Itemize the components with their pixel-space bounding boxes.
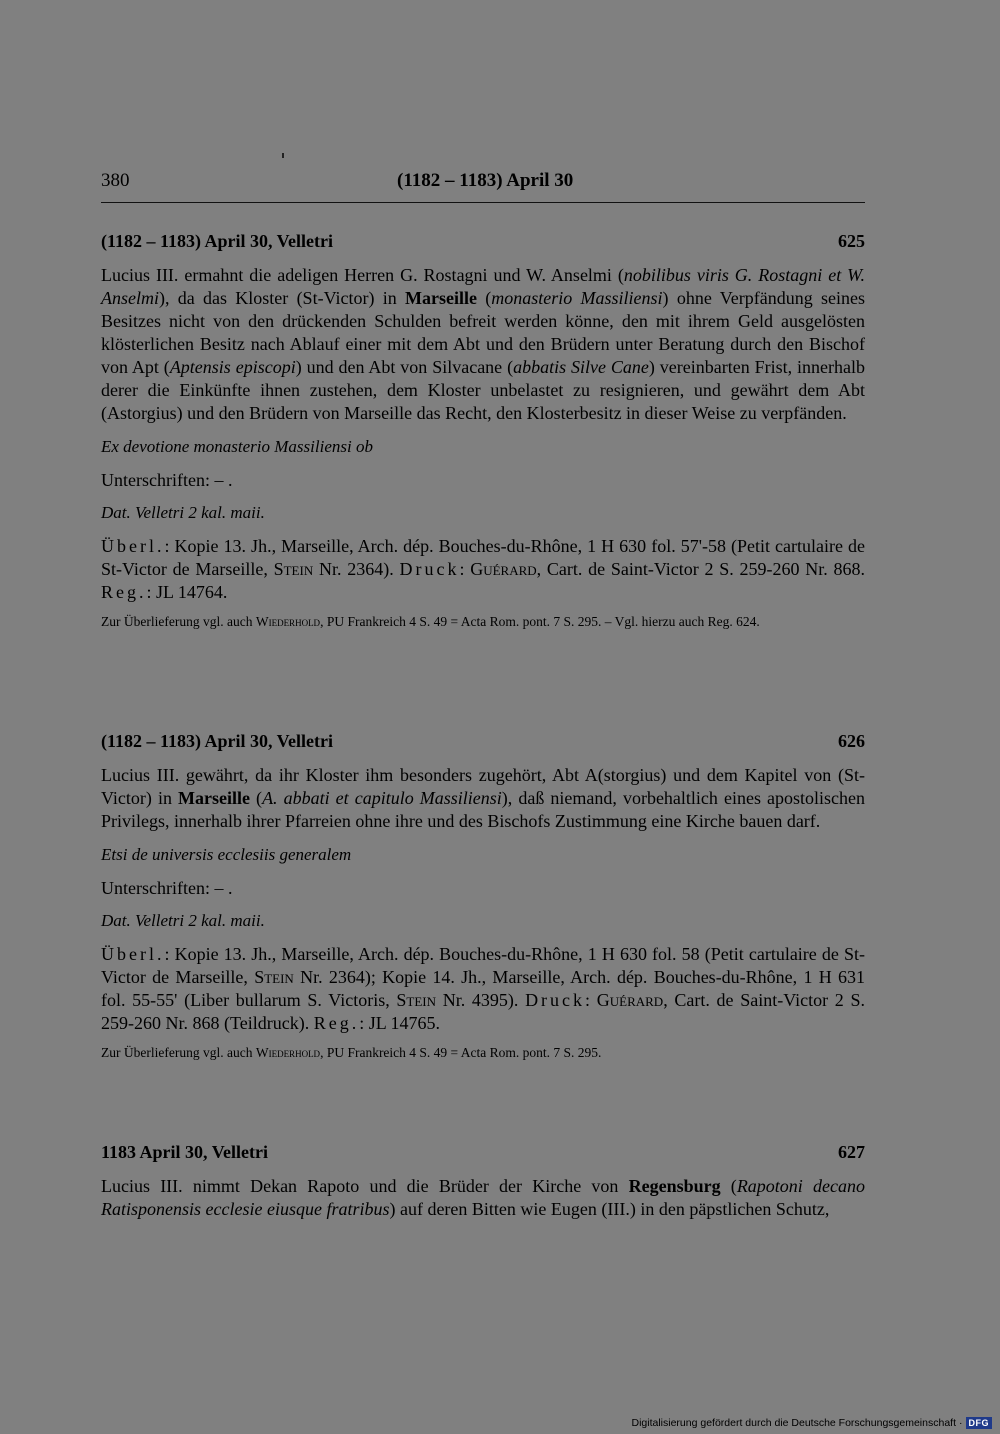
page-number: 380 bbox=[101, 170, 130, 191]
signatures: Unterschriften: – . bbox=[101, 470, 233, 490]
regest-entry-627 bbox=[101, 1141, 865, 1221]
text-segment: Lucius III. nimmt Dekan Rapoto und die Brüder der Kirche von bbox=[101, 1176, 629, 1196]
text-segment: monasterio Massiliensi bbox=[491, 288, 663, 308]
text-segment: Aptensis episcopi bbox=[169, 357, 296, 377]
regest-text bbox=[101, 764, 865, 833]
scan-speck bbox=[282, 153, 284, 158]
text-segment: Guérard bbox=[470, 559, 537, 579]
text-segment: ) ohne Verpfändung seines Besitzes nicht von den drückenden Schulden befreit werden könne, den mit ihrem Geld ausgelösten klösterlichen Besitz nach Ablauf einer mit dem Abt und den Brüdern unter Beratung durch den Bischof von Apt ( bbox=[101, 288, 865, 377]
transmission bbox=[101, 943, 865, 1035]
running-header bbox=[101, 170, 865, 196]
text-segment: Stein bbox=[396, 990, 437, 1010]
text-segment: , PU Frankreich 4 S. 49 = Acta Rom. pont. 7 S. 295. bbox=[320, 1045, 602, 1060]
text-segment: , Cart. de Saint-Victor 2 S. 259-260 Nr. 868 (Teildruck). bbox=[101, 990, 865, 1033]
text-segment: Druck bbox=[525, 990, 586, 1010]
header-rule bbox=[101, 202, 865, 203]
text-segment: Nr. 4395). bbox=[436, 990, 526, 1010]
entry-number: 627 bbox=[838, 1142, 865, 1162]
text-segment: ), daß niemand, vorbehaltlich eines apostolischen Privilegs, innerhalb ihrer Pfarreien ohne ihre und des Bischofs Zustimmung eine Kirche bauen darf. bbox=[101, 788, 865, 831]
running-title: (1182 – 1183) April 30 bbox=[397, 170, 574, 191]
entry-heading bbox=[101, 1141, 865, 1163]
text-segment: : JL 14764. bbox=[146, 582, 228, 602]
regest-text bbox=[101, 264, 865, 425]
text-segment: ), da das Kloster (St-Victor) in bbox=[159, 288, 406, 308]
text-segment: ( bbox=[250, 788, 263, 808]
text-segment: : Kopie 13. Jh., Marseille, Arch. dép. Bouches-du-Rhône, 1 H 630 fol. 57'-58 (Petit cartulaire de St-Victor de Marseille, bbox=[101, 536, 865, 579]
text-segment: Stein bbox=[273, 559, 314, 579]
text-segment: Lucius III. ermahnt die adeligen Herren G. Rostagni und W. Anselmi ( bbox=[101, 265, 624, 285]
footnote bbox=[101, 613, 865, 631]
text-segment: Wiederhold bbox=[255, 614, 321, 629]
entry-number: 625 bbox=[838, 231, 865, 251]
funding-footer bbox=[631, 1417, 992, 1429]
funding-text: Digitalisierung gefördert durch die Deutsche Forschungsgemeinschaft bbox=[631, 1417, 956, 1429]
entry-date-place: 1183 April 30, Velletri bbox=[101, 1142, 269, 1162]
text-segment: : JL 14765. bbox=[359, 1013, 441, 1033]
text-segment: Reg. bbox=[313, 1013, 360, 1033]
text-segment: Stein bbox=[254, 967, 294, 987]
text-segment: ) vereinbarten Frist, innerhalb derer die Einkünfte ihnen zustehen, dem Kloster unbelastet zu resignieren, und gewährt dem Abt (Astorgius) und den Brüdern von Marseille das Recht, den Klosterbesitz in dieser Weise zu verpfänden. bbox=[101, 357, 865, 423]
text-segment: Zur Überlieferung vgl. auch bbox=[101, 614, 256, 629]
text-segment: Nr. 2364). bbox=[313, 559, 400, 579]
entry-date-place: (1182 – 1183) April 30, Velletri bbox=[101, 731, 333, 751]
text-segment: ( bbox=[476, 288, 492, 308]
text-segment: , Cart. de Saint-Victor 2 S. 259-260 Nr. 868. bbox=[536, 559, 865, 579]
text-segment: Überl. bbox=[101, 536, 165, 556]
text-segment: A. abbati et capitulo Massiliensi bbox=[262, 788, 502, 808]
text-segment: Marseille bbox=[405, 288, 477, 308]
separator-dot: · bbox=[959, 1417, 963, 1429]
text-segment: Druck bbox=[399, 559, 460, 579]
entry-date-place: (1182 – 1183) April 30, Velletri bbox=[101, 231, 333, 251]
text-segment: Lucius III. gewährt, da ihr Kloster ihm besonders zugehört, Abt A(storgius) und dem Kapitel von (St-Victor) in bbox=[101, 765, 865, 808]
text-segment: Guérard bbox=[596, 990, 664, 1010]
text-segment: : bbox=[459, 559, 471, 579]
text-segment: , PU Frankreich 4 S. 49 = Acta Rom. pont. 7 S. 295. – Vgl. hierzu auch Reg. 624. bbox=[320, 614, 760, 629]
text-segment: Zur Überlieferung vgl. auch bbox=[101, 1045, 256, 1060]
text-segment: ) auf deren Bitten wie Eugen (III.) in den päpstlichen Schutz, bbox=[389, 1199, 830, 1219]
text-segment: : Kopie 13. Jh., Marseille, Arch. dép. Bouches-du-Rhône, 1 H 630 fol. 58 (Petit cartulaire de St-Victor de Marseille, bbox=[101, 944, 865, 987]
text-segment: nobilibus viris G. Rostagni et W. Anselmi bbox=[101, 265, 866, 308]
regest-entry-626 bbox=[101, 730, 865, 1062]
incipit: Etsi de universis ecclesiis generalem bbox=[101, 845, 352, 864]
text-segment: ) und den Abt von Silvacane ( bbox=[295, 357, 514, 377]
datum: Dat. Velletri 2 kal. maii. bbox=[101, 503, 265, 522]
text-segment: Wiederhold bbox=[255, 1045, 321, 1060]
dfg-logo-icon: DFG bbox=[966, 1417, 993, 1429]
regest-text bbox=[101, 1175, 865, 1221]
transmission bbox=[101, 535, 865, 604]
text-segment: : bbox=[585, 990, 597, 1010]
text-segment: Regensburg bbox=[628, 1176, 721, 1196]
entry-heading bbox=[101, 230, 865, 252]
entry-number: 626 bbox=[838, 731, 865, 751]
signatures: Unterschriften: – . bbox=[101, 878, 233, 898]
text-segment: Überl. bbox=[101, 944, 165, 964]
text-segment: Nr. 2364); Kopie 14. Jh., Marseille, Arch. dép. Bouches-du-Rhône, 1 H 631 fol. 55-55' (Liber bullarum S. Victoris, bbox=[101, 967, 865, 1010]
text-segment: Rapotoni decano Ratisponensis ecclesie eiusque fratribus bbox=[101, 1176, 865, 1219]
incipit: Ex devotione monasterio Massiliensi ob bbox=[101, 437, 373, 456]
text-segment: abbatis Silve Cane bbox=[513, 357, 649, 377]
text-segment: Reg. bbox=[101, 582, 147, 602]
datum: Dat. Velletri 2 kal. maii. bbox=[101, 911, 265, 930]
text-segment: ( bbox=[720, 1176, 737, 1196]
text-segment: Marseille bbox=[178, 788, 250, 808]
footnote bbox=[101, 1044, 865, 1062]
entry-heading bbox=[101, 730, 865, 752]
regest-entry-625 bbox=[101, 230, 865, 631]
